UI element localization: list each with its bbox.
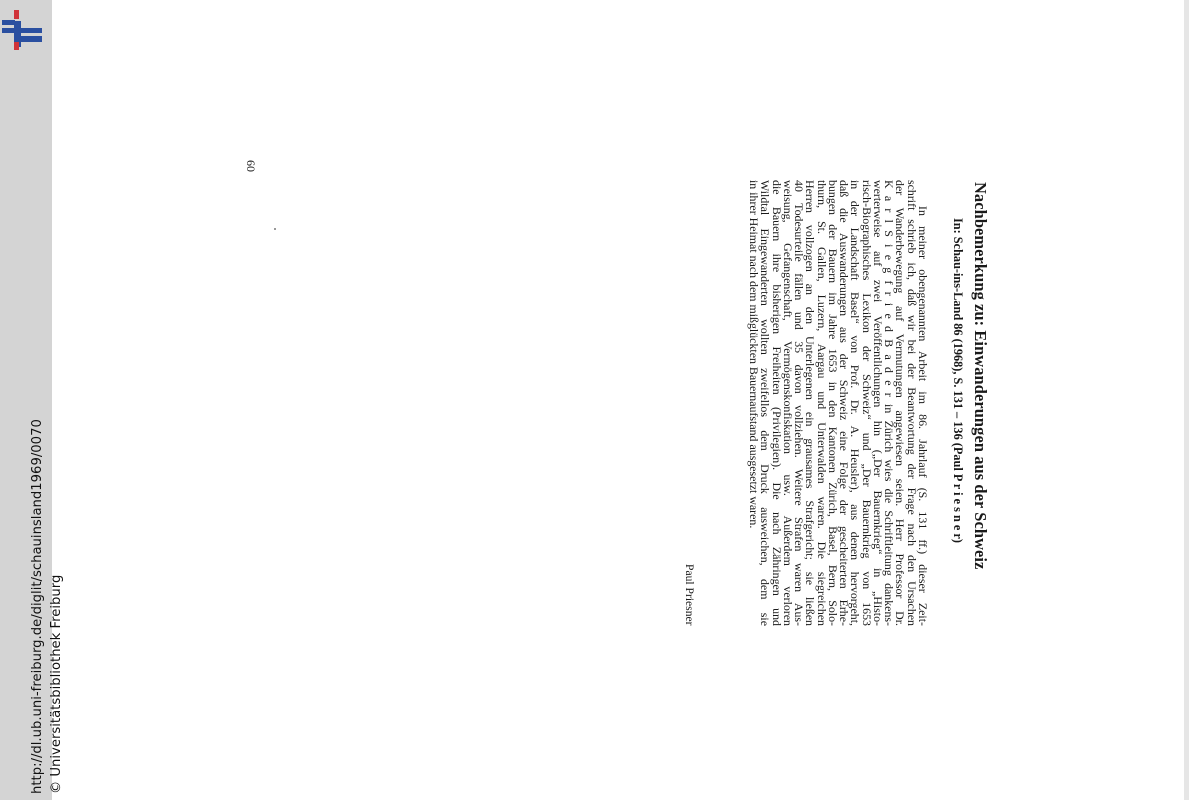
body-line: thurn, St. Gallen, Luzern, Aargau und Unterwalden waren. Die siegreichen <box>814 180 829 626</box>
body-line: weisung, Gefangenschaft, Vermögenskonfiskation usw. Außerdem verloren <box>781 180 795 626</box>
body-line: risch-Biographisches Lexikon der Schweiz“ und „Der Bauernkrieg von 1653 <box>859 180 874 626</box>
body-line: Herren vollzogen an den Unterlegenen ein grausames Strafgericht; sie ließen <box>803 180 818 626</box>
ub-freiburg-logo-icon[interactable] <box>0 8 46 50</box>
copyright-notice: © Universitätsbibliothek Freiburg <box>49 574 64 794</box>
body-line: werterweise auf zwei Veröffentlichungen hin („Der Bauernkrieg“ in „Histo- <box>871 180 885 626</box>
document-subtitle: In: Schau-ins-Land 86 (1968), S. 131 – 136 (Paul P r i e s n e r) <box>951 218 965 543</box>
body-line: Wildtal Eingewanderten wollten zweifellos dem Druck ausweichen, dem sie <box>758 180 773 626</box>
body-line: der Wanderbewegung auf Vermutungen angewiesen seien. Herr Professor Dr. <box>893 180 908 626</box>
author-signature: Paul Priesner <box>683 564 696 626</box>
sidebar <box>0 0 64 800</box>
viewer-edge <box>1184 0 1189 800</box>
body-line: in ihrer Heimat nach dem mißglückten Bauernaufstand ausgesetzt waren. <box>747 180 762 529</box>
body-line: in der Landschaft Basel“ von Prof. Dr. A. Heusler), aus denen hervorgeht, <box>848 180 863 626</box>
body-line: daß die Auswanderungen aus der Schweiz eine Folge der gescheiterten Erhe- <box>837 180 852 626</box>
scanned-page <box>230 160 990 640</box>
sidebar-text <box>28 374 66 794</box>
source-url-link[interactable]: http://dl.ub.uni-freiburg.de/diglit/schauinsland1969/0070 <box>30 419 45 794</box>
scan-speck <box>274 228 276 230</box>
body-line: die Bauern ihre bisherigen Freiheiten (Privilegien). Die nach Zähringen und <box>769 180 784 626</box>
document-title: Nachbemerkung zu: Einwanderungen aus der Schweiz <box>971 182 990 570</box>
document-body <box>748 180 928 626</box>
page-number: 60 <box>244 160 258 172</box>
body-line: schrift schrieb ich, daß wir bei der Beantwortung der Frage nach den Ursachen <box>904 180 919 626</box>
body-line: bungen der Bauern im Jahre 1653 in den Kantonen Zürich, Basel, Bern, Solo- <box>826 180 840 626</box>
body-line: 40 Todesurteile fällen und 35 davon vollziehen. Weitere Strafen waren Aus- <box>792 180 807 626</box>
body-line: In meiner obengenannten Arbeit im 86. Jahrlauf (S. 131 ff.) dieser Zeit- <box>916 206 930 626</box>
body-line: K a r l S i e g f r i e d B a d e r in Zürich wies die Schriftleitung dankens- <box>882 180 897 626</box>
